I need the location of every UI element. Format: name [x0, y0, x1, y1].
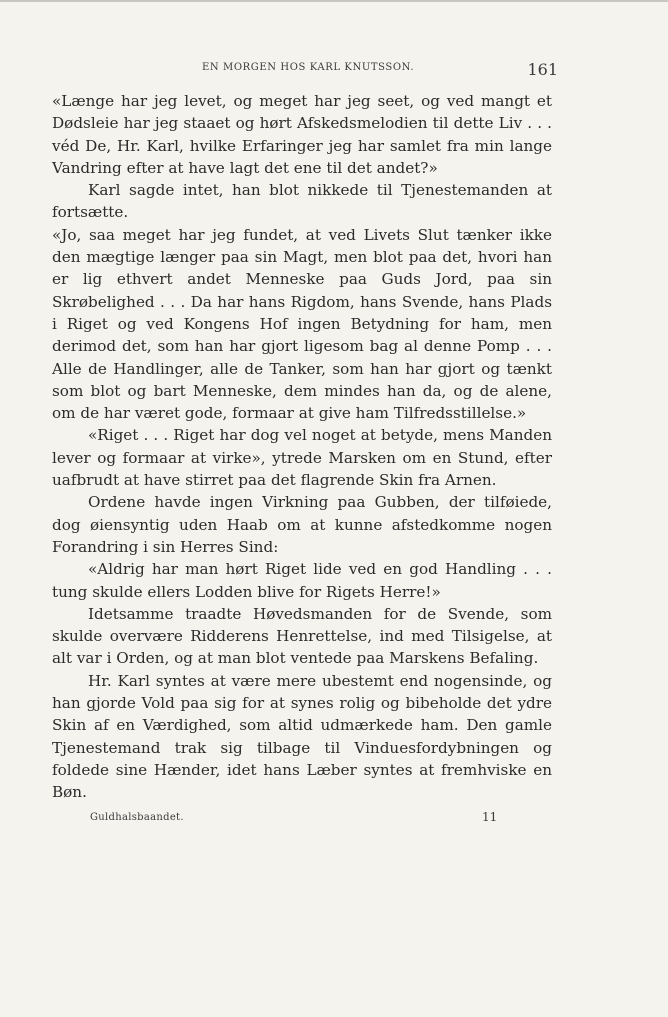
- body-text: [52, 90, 552, 804]
- printer-signature: Guldhalsbaandet.: [90, 811, 184, 823]
- page-number: 161: [527, 60, 558, 79]
- page-top-rule: [0, 0, 668, 2]
- paragraph: Ordene havde ingen Virkning paa Gubben, der tilføiede, dog øiensyntig uden Haab om at kunne afstedkomme nogen Forandring i sin Herres Sind:: [52, 493, 552, 556]
- page-header: [52, 56, 558, 90]
- paragraph: «Riget . . . Riget har dog vel noget at betyde, mens Manden lever og formaar at virke», ytrede Marsken om en Stund, efter uafbrudt at have stirret paa det flagrende Skin fra Arnen.: [52, 426, 552, 490]
- paragraph: «Jo, saa meget har jeg fundet, at ved Livets Slut tænker ikke den mægtige længer paa sin Magt, men blot paa det, hvori han er lig ethvert andet Menneske paa Guds Jord, paa sin Skrøbelighed . . . Da har hans Rigdom, hans Svende, hans Plads i Riget og ved Kongens Hof ingen Betydning for ham, men derimod det, som han har gjort ligesom bag al denne Pomp . . . Alle de Handlinger, alle de Tanker, som han har gjort og tænkt som blot og bart Menneske, dem mindes han da, og de alene, om de har været gode, formaar at give ham Tilfredsstillelse.»: [52, 225, 552, 423]
- page-footer: [52, 810, 552, 830]
- signature-mark: 11: [482, 809, 498, 824]
- book-page: [52, 56, 558, 830]
- paragraph: Idetsamme traadte Høvedsmanden for de Svende, som skulde overvære Ridderens Henrettelse, ind med Tilsigelse, at alt var i Orden, og at man blot ventede paa Marskens Befaling.: [52, 604, 552, 668]
- paragraph: Karl sagde intet, han blot nikkede til Tjenestemanden at fortsætte.: [52, 181, 552, 222]
- running-head: EN MORGEN HOS KARL KNUTSSON.: [202, 62, 415, 73]
- paragraph: «Aldrig har man hørt Riget lide ved en god Handling . . . tung skulde ellers Lodden blive for Rigets Herre!»: [52, 560, 552, 601]
- paragraph: Hr. Karl syntes at være mere ubestemt end nogensinde, og han gjorde Vold paa sig for at synes rolig og bibeholde det ydre Skin af en Værdighed, som altid udmærkede ham. Den gamle Tjenestemand trak sig tilbage til Vinduesfordybningen og foldede sine Hænder, idet hans Læber syntes at fremhviske en Bøn.: [52, 671, 552, 802]
- paragraph: «Længe har jeg levet, og meget har jeg seet, og ved mangt et Dødsleie har jeg staaet og hørt Afskedsmelodien til dette Liv . . . véd De, Hr. Karl, hvilke Erfaringer jeg har samlet fra min lange Vandring efter at have lagt det ene til det andet?»: [52, 92, 552, 177]
